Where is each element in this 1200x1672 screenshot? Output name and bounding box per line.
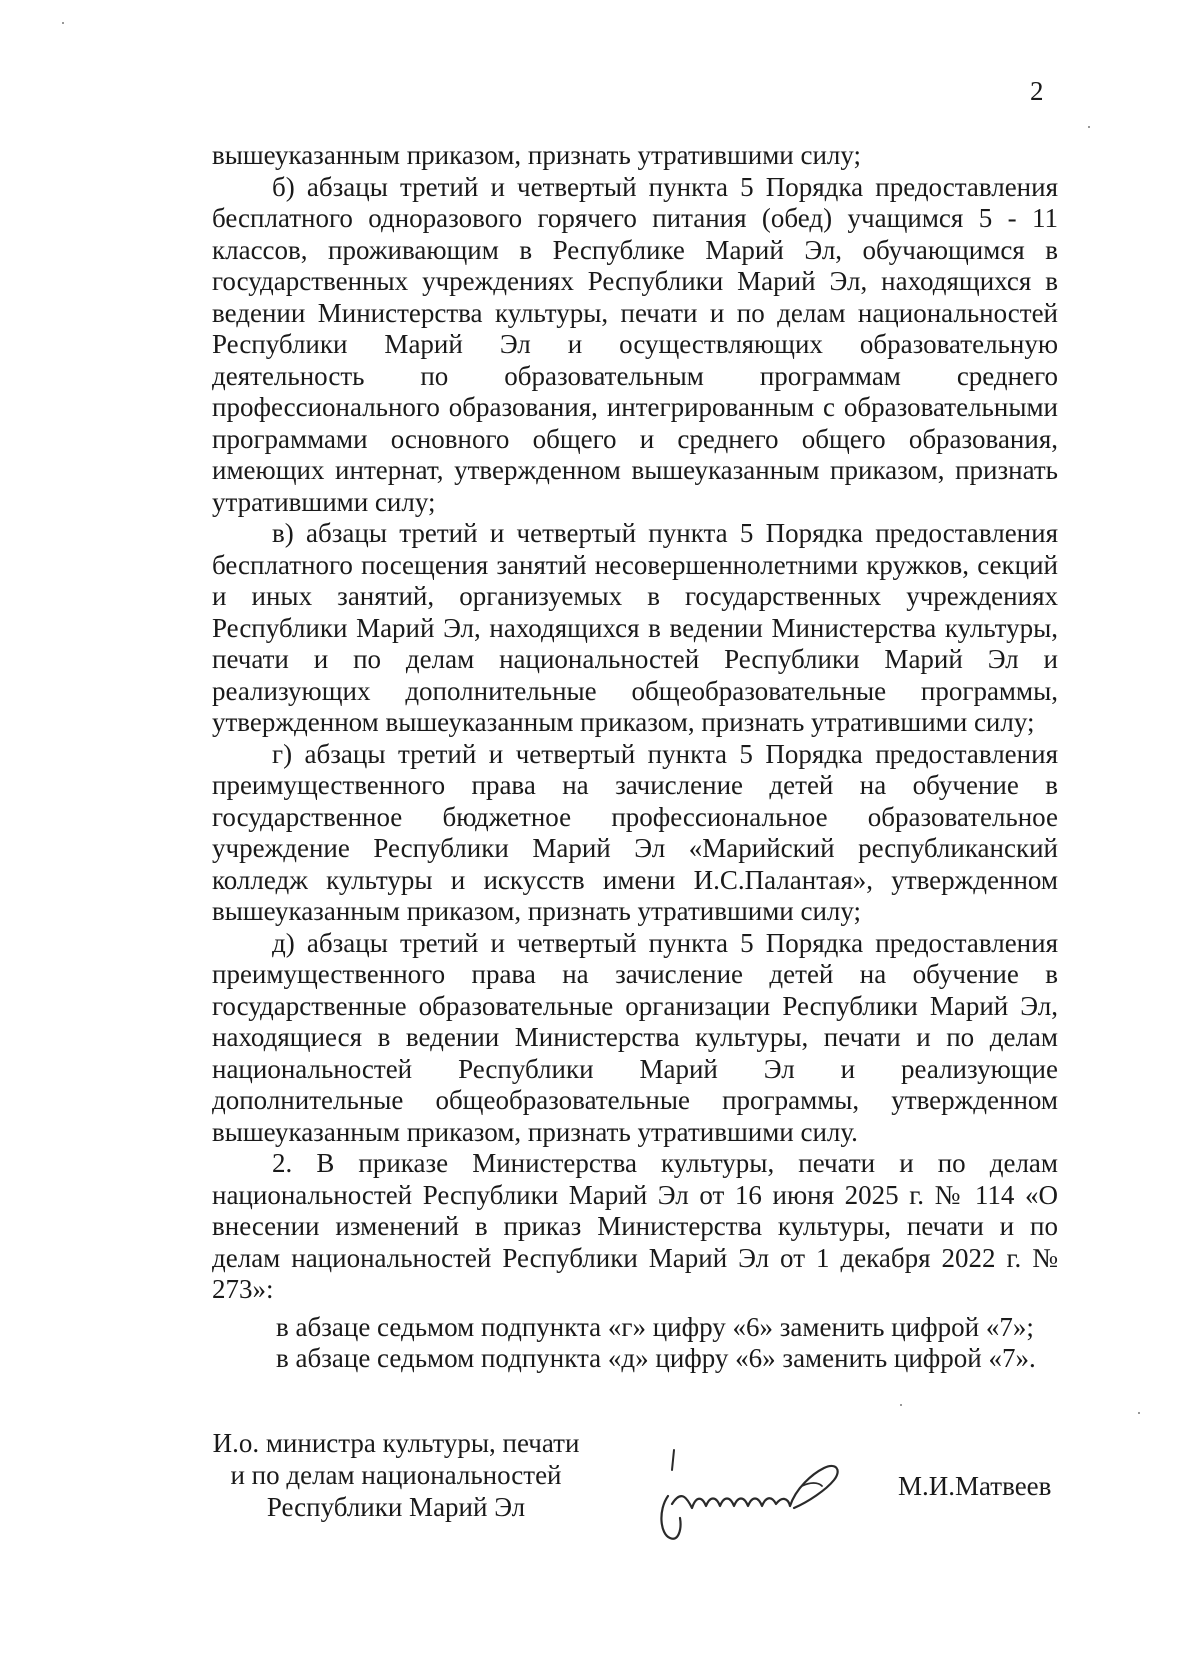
signatory-title [196,1427,596,1523]
amendment-line: в абзаце седьмом подпункта «г» цифру «6» заменить цифрой «7»; [276,1311,1034,1342]
scan-speck [1138,1412,1140,1414]
page-number: 2 [1030,76,1044,106]
paragraph-g: г) абзацы третий и четвертый пункта 5 Порядка предоставления преимущественного права на зачисление детей на обучение в государственное бюджетное профессиональное образовательное учреждение Республики Марий Эл «Марийский республиканский колледж культуры и искусств имени И.С.Палантая», утвержденном вышеуказанным приказом, признать утратившими силу; [212,738,1058,926]
paragraph-d: д) абзацы третий и четвертый пункта 5 Порядка предоставления преимущественного права на зачисление детей на обучение в государственные образовательные организации Республики Марий Эл, находящиеся в ведении Министерства культуры, печати и по делам национальностей Республики Марий Эл и реализующие дополнительные общеобразовательные программы, утвержденном вышеуказанным приказом, признать утратившими силу. [212,927,1058,1147]
paragraph-b: б) абзацы третий и четвертый пункта 5 Порядка предоставления бесплатного одноразового горячего питания (обед) учащимся 5 - 11 классов, проживающим в Республике Марий Эл, обучающимся в государственных учреждениях Республики Марий Эл, находящихся в ведении Министерства культуры, печати и по делам национальностей Республики Марий Эл и осуществляющих образовательную деятельность по образовательным программам среднего профессионального образования, интегрированным с образовательными программами основного общего и среднего общего образования, имеющих интернат, утвержденном вышеуказанным приказом, признать утратившими силу; [212,171,1058,517]
signatory-title-line: И.о. министра культуры, печати [212,1428,580,1458]
scan-speck [1088,126,1090,128]
signer-name: М.И.Матвеев [898,1471,1052,1501]
scan-speck [900,1404,902,1406]
paragraph-item-2: 2. В приказе Министерства культуры, печати и по делам национальностей Республики Марий Эл от 16 июня 2025 г. № 114 «О внесении изменений в приказ Министерства культуры, печати и по делам национальностей Республики Марий Эл от 1 декабря 2022 г. № 273»: [212,1148,1058,1304]
handwritten-signature [652,1438,852,1548]
paragraph-continuation: вышеуказанным приказом, признать утратившими силу; [212,140,862,170]
signatory-title-line: и по делам национальностей [230,1460,562,1490]
document-body [212,140,1058,1375]
paragraph-v: в) абзацы третий и четвертый пункта 5 Порядка предоставления бесплатного посещения занятий несовершеннолетними кружков, секций и иных занятий, организуемых в государственных учреждениях Республики Марий Эл, находящихся в ведении Министерства культуры, печати и по делам национальностей Республики Марий Эл и реализующих дополнительные общеобразовательные программы, утвержденном вышеуказанным приказом, признать утратившими силу; [212,518,1058,737]
signatory-title-line: Республики Марий Эл [266,1492,526,1522]
amendment-line: в абзаце седьмом подпункта «д» цифру «6» заменить цифрой «7». [276,1343,1036,1373]
amendments-list [212,1312,1058,1375]
scan-speck [62,22,64,24]
